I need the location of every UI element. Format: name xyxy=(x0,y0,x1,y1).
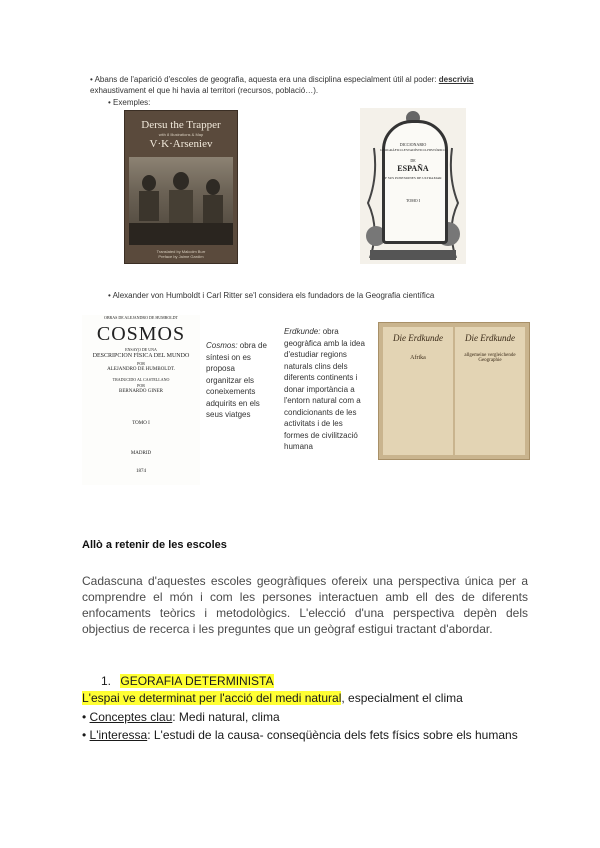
cosmos-l4: POR xyxy=(137,361,145,366)
erdkunde-caption xyxy=(284,326,366,453)
cosmos-l3: DESCRIPCION FÍSICA DEL MUNDO xyxy=(92,353,190,359)
cosmos-l5: ALEJANDRO DE HUMBOLDT. xyxy=(107,367,175,372)
examples-bullet xyxy=(108,97,150,108)
cosmos-title: COSMOS xyxy=(96,323,186,345)
bullet-marker: • xyxy=(82,710,90,724)
intro-bullet-2 xyxy=(108,290,528,301)
examples-label: Exemples: xyxy=(113,98,151,107)
cosmos-title-page xyxy=(82,315,200,485)
cosmos-tomo: TOMO I xyxy=(132,421,150,426)
intro-bullet-2-text: Alexander von Humboldt i Carl Ritter se'l considera els fundadors de la Geografia científica xyxy=(112,291,435,300)
bullet-marker: • xyxy=(108,291,111,300)
espana-book-cover xyxy=(360,108,466,264)
cosmos-l2: ENSAYO DE UNA xyxy=(125,347,157,352)
section-paragraph: Cadascuna d'aquestes escoles geogràfiques ofereix una perspectiva única per a comprendre el món i com les persones interactuen amb ell des de diferents enfocaments teòrics i metodològics. L'elecció d'una perspectiva depèn dels objectius de recerca i les preguntes que un geògraf estigui tractant d'abordar. xyxy=(82,574,528,636)
intro-bullet-1 xyxy=(90,74,522,96)
cosmos-l7: POR xyxy=(137,383,145,388)
dersu-preface: Preface by Jaime Gardim xyxy=(158,254,204,259)
cosmos-caption xyxy=(206,340,272,421)
cosmos-year: 1874 xyxy=(136,469,146,474)
erdkunde-right-page xyxy=(455,327,525,455)
intro-bullet-1-text: Abans de l'aparició d'escoles de geografia, aquesta era una disciplina especialment útil al poder: xyxy=(94,75,437,84)
key-concepts-line xyxy=(82,709,528,725)
erdkunde-left-page xyxy=(383,327,453,455)
erdkunde-right-title: Die Erdkunde xyxy=(465,333,515,343)
interest-label: L'interessa xyxy=(89,728,148,742)
definition-rest: , especialment el clima xyxy=(341,691,463,705)
section-heading: Allò a retenir de les escoles xyxy=(82,539,227,551)
cosmos-top: OBRAS DE ALEJANDRO DE HUMBOLDT xyxy=(103,315,178,320)
espana-l1: DICCIONARIO xyxy=(399,142,427,147)
espana-l3: DE xyxy=(410,158,416,163)
people-photo-illustration xyxy=(129,157,233,245)
intro-bullet-1-key: descrivia xyxy=(438,75,474,84)
title-frame xyxy=(382,120,448,244)
interest-line xyxy=(82,727,528,743)
erdkunde-left-sub: Afrika xyxy=(410,355,426,361)
list-item-number: 1. xyxy=(101,674,112,688)
erdkunde-caption-text: obra geogràfica amb la idea d'estudiar regions naturals clins dels diferents continents i donar importància a l'entorn natural com a condicionants de les activitats i de les formes de civilització humana xyxy=(284,327,365,451)
bullet-marker: • xyxy=(90,75,93,84)
cosmos-l8: BERNARDO GINER xyxy=(118,389,164,394)
erdkunde-right-sub: allgemeine vergleichende Geographie xyxy=(464,353,516,363)
key-concepts-value: : Medi natural, clima xyxy=(172,710,280,724)
key-concepts-label: Conceptes clau xyxy=(89,710,173,724)
erdkunde-caption-lead: Erdkunde: xyxy=(284,327,321,336)
cosmos-city: MADRID xyxy=(130,451,152,456)
dersu-subtitle: with 8 Illustrations & Map xyxy=(158,132,204,137)
dersu-author: V·K·Arseniev xyxy=(149,138,213,150)
dersu-book-cover xyxy=(124,110,238,264)
list-item-title: GEORAFIA DETERMINISTA xyxy=(120,674,274,688)
bullet-marker: • xyxy=(108,98,111,107)
definition-highlight: L'espai ve determinat per l'acció del medi natural xyxy=(82,691,342,705)
intro-bullet-1-text-cont: exhaustivament el que hi havia al territori (recursos, població…). xyxy=(90,86,319,95)
list-item-1 xyxy=(101,673,274,689)
dersu-title: Dersu the Trapper xyxy=(141,119,221,131)
cosmos-caption-text: obra de síntesi on es proposa organitzar els coneixements adquirits en els seus viatges xyxy=(206,341,267,419)
definition-line xyxy=(82,690,528,706)
espana-l5: Y SUS POSESIONES DE ULTRAMAR xyxy=(384,176,442,180)
erdkunde-book-spread xyxy=(378,322,530,460)
cosmos-caption-lead: Cosmos: xyxy=(206,341,238,350)
erdkunde-left-title: Die Erdkunde xyxy=(393,333,443,343)
dersu-translator: Translated by Malcolm Burr xyxy=(156,249,206,254)
espana-l6: TOMO I xyxy=(405,198,421,203)
bullet-marker: • xyxy=(82,728,90,742)
interest-value: : L'estudi de la causa- conseqüència dels fets físics sobre els humans xyxy=(147,728,518,742)
dersu-photo xyxy=(129,157,233,245)
espana-l2: GEOGRÁFICO-ESTADÍSTICO-HISTÓRICO xyxy=(380,148,446,152)
espana-l4: ESPAÑA xyxy=(397,164,429,173)
cosmos-l6: TRADUCIDO AL CASTELLANO xyxy=(112,377,170,382)
